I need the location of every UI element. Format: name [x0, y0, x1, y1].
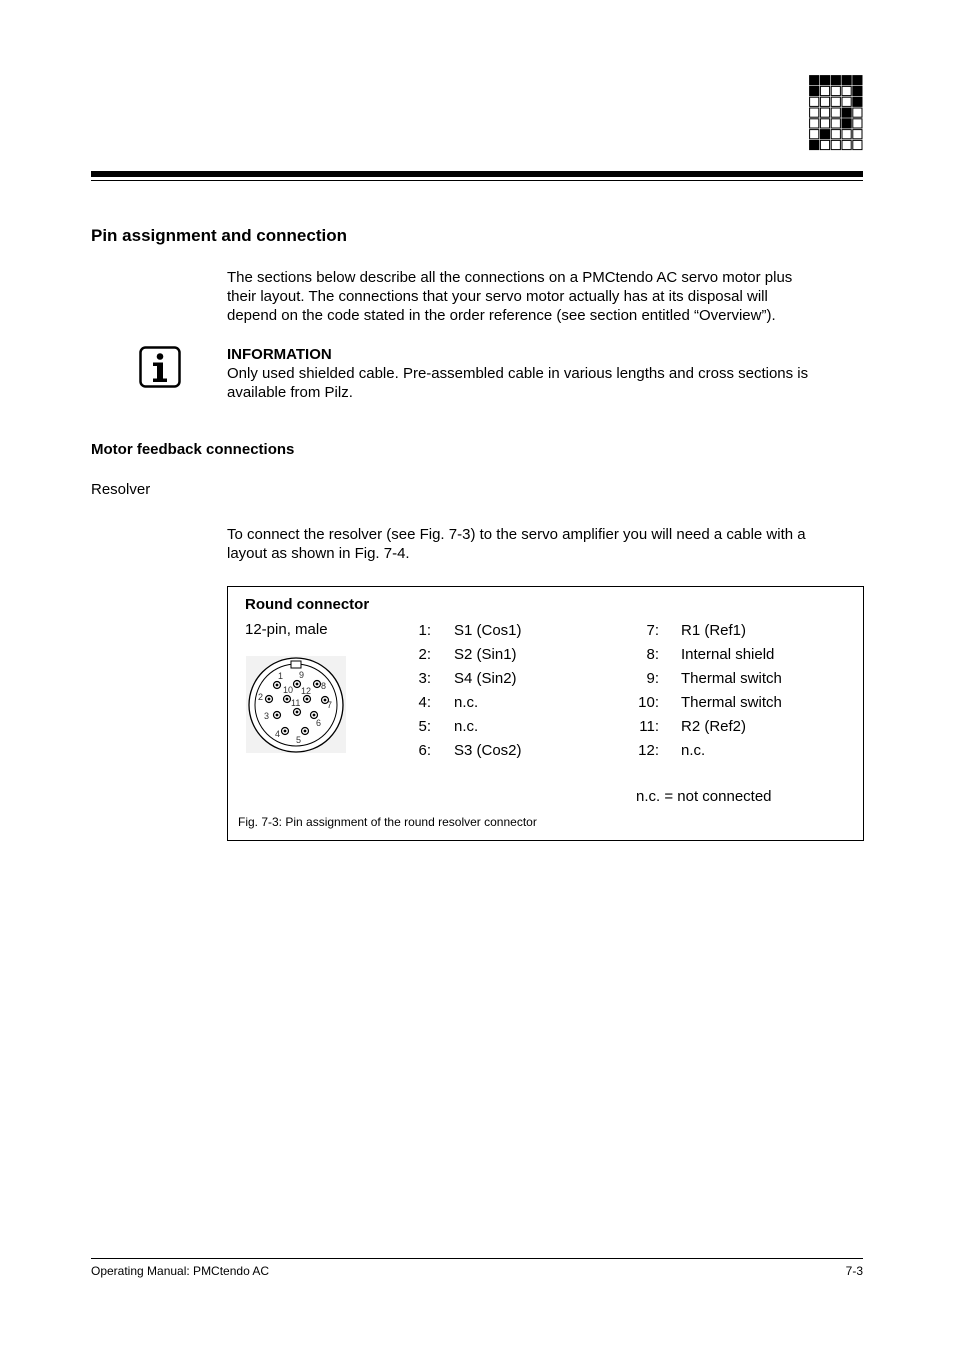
connector-pin-center — [306, 698, 309, 701]
chapter-grid-logo — [809, 75, 864, 151]
pin-signal: n.c. — [454, 718, 479, 735]
connector-pin-label: 5 — [296, 735, 302, 745]
footer-manual-title: Operating Manual: PMCtendo AC — [91, 1264, 270, 1278]
grid-square-filled — [842, 76, 851, 85]
connector-pin-center — [284, 730, 287, 733]
connector-subtitle: 12-pin, male — [245, 621, 328, 638]
connector-pin-label: 2 — [258, 692, 264, 702]
grid-square-empty — [810, 130, 819, 139]
subsection-title: Motor feedback connections — [91, 441, 295, 458]
pin-signal: S1 (Cos1) — [454, 622, 522, 639]
pin-number: 7: — [646, 622, 659, 639]
pin-signal: Thermal switch — [681, 694, 782, 711]
pin-signal: n.c. — [681, 742, 706, 759]
footer-page-number: 7-3 — [845, 1264, 863, 1278]
connector-pin-label: 11 — [291, 698, 301, 708]
grid-square-empty — [820, 140, 829, 149]
resolver-line: layout as shown in Fig. 7-4. — [227, 545, 410, 562]
connector-pin-center — [304, 730, 307, 733]
grid-square-empty — [831, 140, 840, 149]
round-connector-drawing — [246, 656, 346, 753]
pin-number: 3: — [418, 670, 431, 687]
connector-pin-label: 10 — [283, 685, 294, 695]
resolver-label: Resolver — [91, 481, 151, 498]
grid-square-empty — [831, 119, 840, 128]
connector-pin-label: 6 — [316, 718, 322, 728]
connector-pin-label: 9 — [299, 670, 305, 680]
grid-square-filled — [810, 140, 819, 149]
intro-line: The sections below describe all the connections on a PMCtendo AC servo motor plus — [227, 269, 793, 286]
grid-square-filled — [842, 119, 851, 128]
resolver-line: To connect the resolver (see Fig. 7-3) to the servo amplifier you will need a cable with a — [227, 526, 806, 543]
grid-square-empty — [842, 130, 851, 139]
pin-number: 4: — [418, 694, 431, 711]
section-title: Pin assignment and connection — [91, 226, 347, 245]
grid-square-empty — [820, 108, 829, 117]
grid-square-filled — [831, 76, 840, 85]
grid-square-empty — [820, 119, 829, 128]
grid-square-empty — [842, 86, 851, 95]
pin-signal: S3 (Cos2) — [454, 742, 522, 759]
pin-number: 8: — [646, 646, 659, 663]
connector-pin-center — [296, 683, 299, 686]
connector-pin-center — [276, 684, 279, 687]
pin-number: 12: — [638, 742, 659, 759]
pin-number: 5: — [418, 718, 431, 735]
pin-signal: S4 (Sin2) — [454, 670, 517, 687]
connector-pin-label: 1 — [278, 671, 284, 681]
information-title: INFORMATION — [227, 346, 332, 363]
pin-signal: R2 (Ref2) — [681, 718, 747, 735]
resolver-paragraph — [227, 525, 867, 563]
grid-square-empty — [820, 86, 829, 95]
connector-pin-label: 4 — [275, 729, 281, 739]
grid-square-filled — [853, 97, 862, 106]
connector-pin-label: 3 — [264, 711, 270, 721]
header-rule-thick — [91, 171, 863, 177]
grid-square-empty — [853, 130, 862, 139]
pin-signal: Thermal switch — [681, 670, 782, 687]
connector-pin-center — [286, 698, 289, 701]
connector-pin-center — [276, 714, 279, 717]
intro-line: their layout. The connections that your servo motor actually has at its disposal will — [227, 288, 768, 305]
grid-square-empty — [820, 97, 829, 106]
grid-square-empty — [853, 140, 862, 149]
grid-square-filled — [853, 86, 862, 95]
grid-square-filled — [820, 130, 829, 139]
header-rule-thin — [91, 180, 863, 181]
grid-square-empty — [853, 108, 862, 117]
intro-line: depend on the code stated in the order reference (see section entitled “Overview”). — [227, 307, 776, 324]
grid-square-empty — [842, 140, 851, 149]
connector-pin-center — [268, 698, 271, 701]
pin-signal: R1 (Ref1) — [681, 622, 747, 639]
connector-pin-center — [316, 683, 319, 686]
grid-square-filled — [810, 86, 819, 95]
pin-signal: S2 (Sin1) — [454, 646, 517, 663]
pin-signal: Internal shield — [681, 646, 775, 663]
connector-pin-label: 7 — [327, 700, 333, 710]
connector-pin-label: 8 — [321, 681, 327, 691]
connector-title: Round connector — [245, 596, 370, 613]
grid-square-empty — [831, 97, 840, 106]
grid-square-empty — [831, 130, 840, 139]
connector-pin-center — [313, 714, 316, 717]
grid-square-empty — [810, 97, 819, 106]
pin-number: 6: — [418, 742, 431, 759]
intro-paragraph — [227, 268, 867, 325]
pin-number: 11: — [639, 718, 659, 735]
pin-number: 1: — [418, 622, 431, 639]
connector-pin-label: 12 — [301, 686, 312, 696]
figure-caption: Fig. 7-3: Pin assignment of the round resolver connector — [238, 815, 537, 829]
connector-pin-center — [296, 711, 299, 714]
grid-square-empty — [831, 86, 840, 95]
grid-square-empty — [831, 108, 840, 117]
connector-pin-center — [324, 699, 327, 702]
pin-number: 10: — [638, 694, 659, 711]
grid-square-empty — [853, 119, 862, 128]
grid-square-filled — [842, 108, 851, 117]
grid-square-filled — [853, 76, 862, 85]
information-block — [227, 345, 867, 402]
not-connected-note: n.c. = not connected — [636, 788, 772, 805]
grid-square-filled — [820, 76, 829, 85]
pin-number: 2: — [418, 646, 431, 663]
info-icon — [139, 346, 181, 388]
footer-rule — [91, 1258, 863, 1259]
pin-number: 9: — [646, 670, 659, 687]
information-line: Only used shielded cable. Pre-assembled cable in various lengths and cross sections is — [227, 365, 809, 382]
grid-square-filled — [810, 76, 819, 85]
grid-square-empty — [842, 97, 851, 106]
information-line: available from Pilz. — [227, 384, 353, 401]
grid-square-empty — [810, 119, 819, 128]
grid-square-empty — [810, 108, 819, 117]
pin-signal: n.c. — [454, 694, 479, 711]
